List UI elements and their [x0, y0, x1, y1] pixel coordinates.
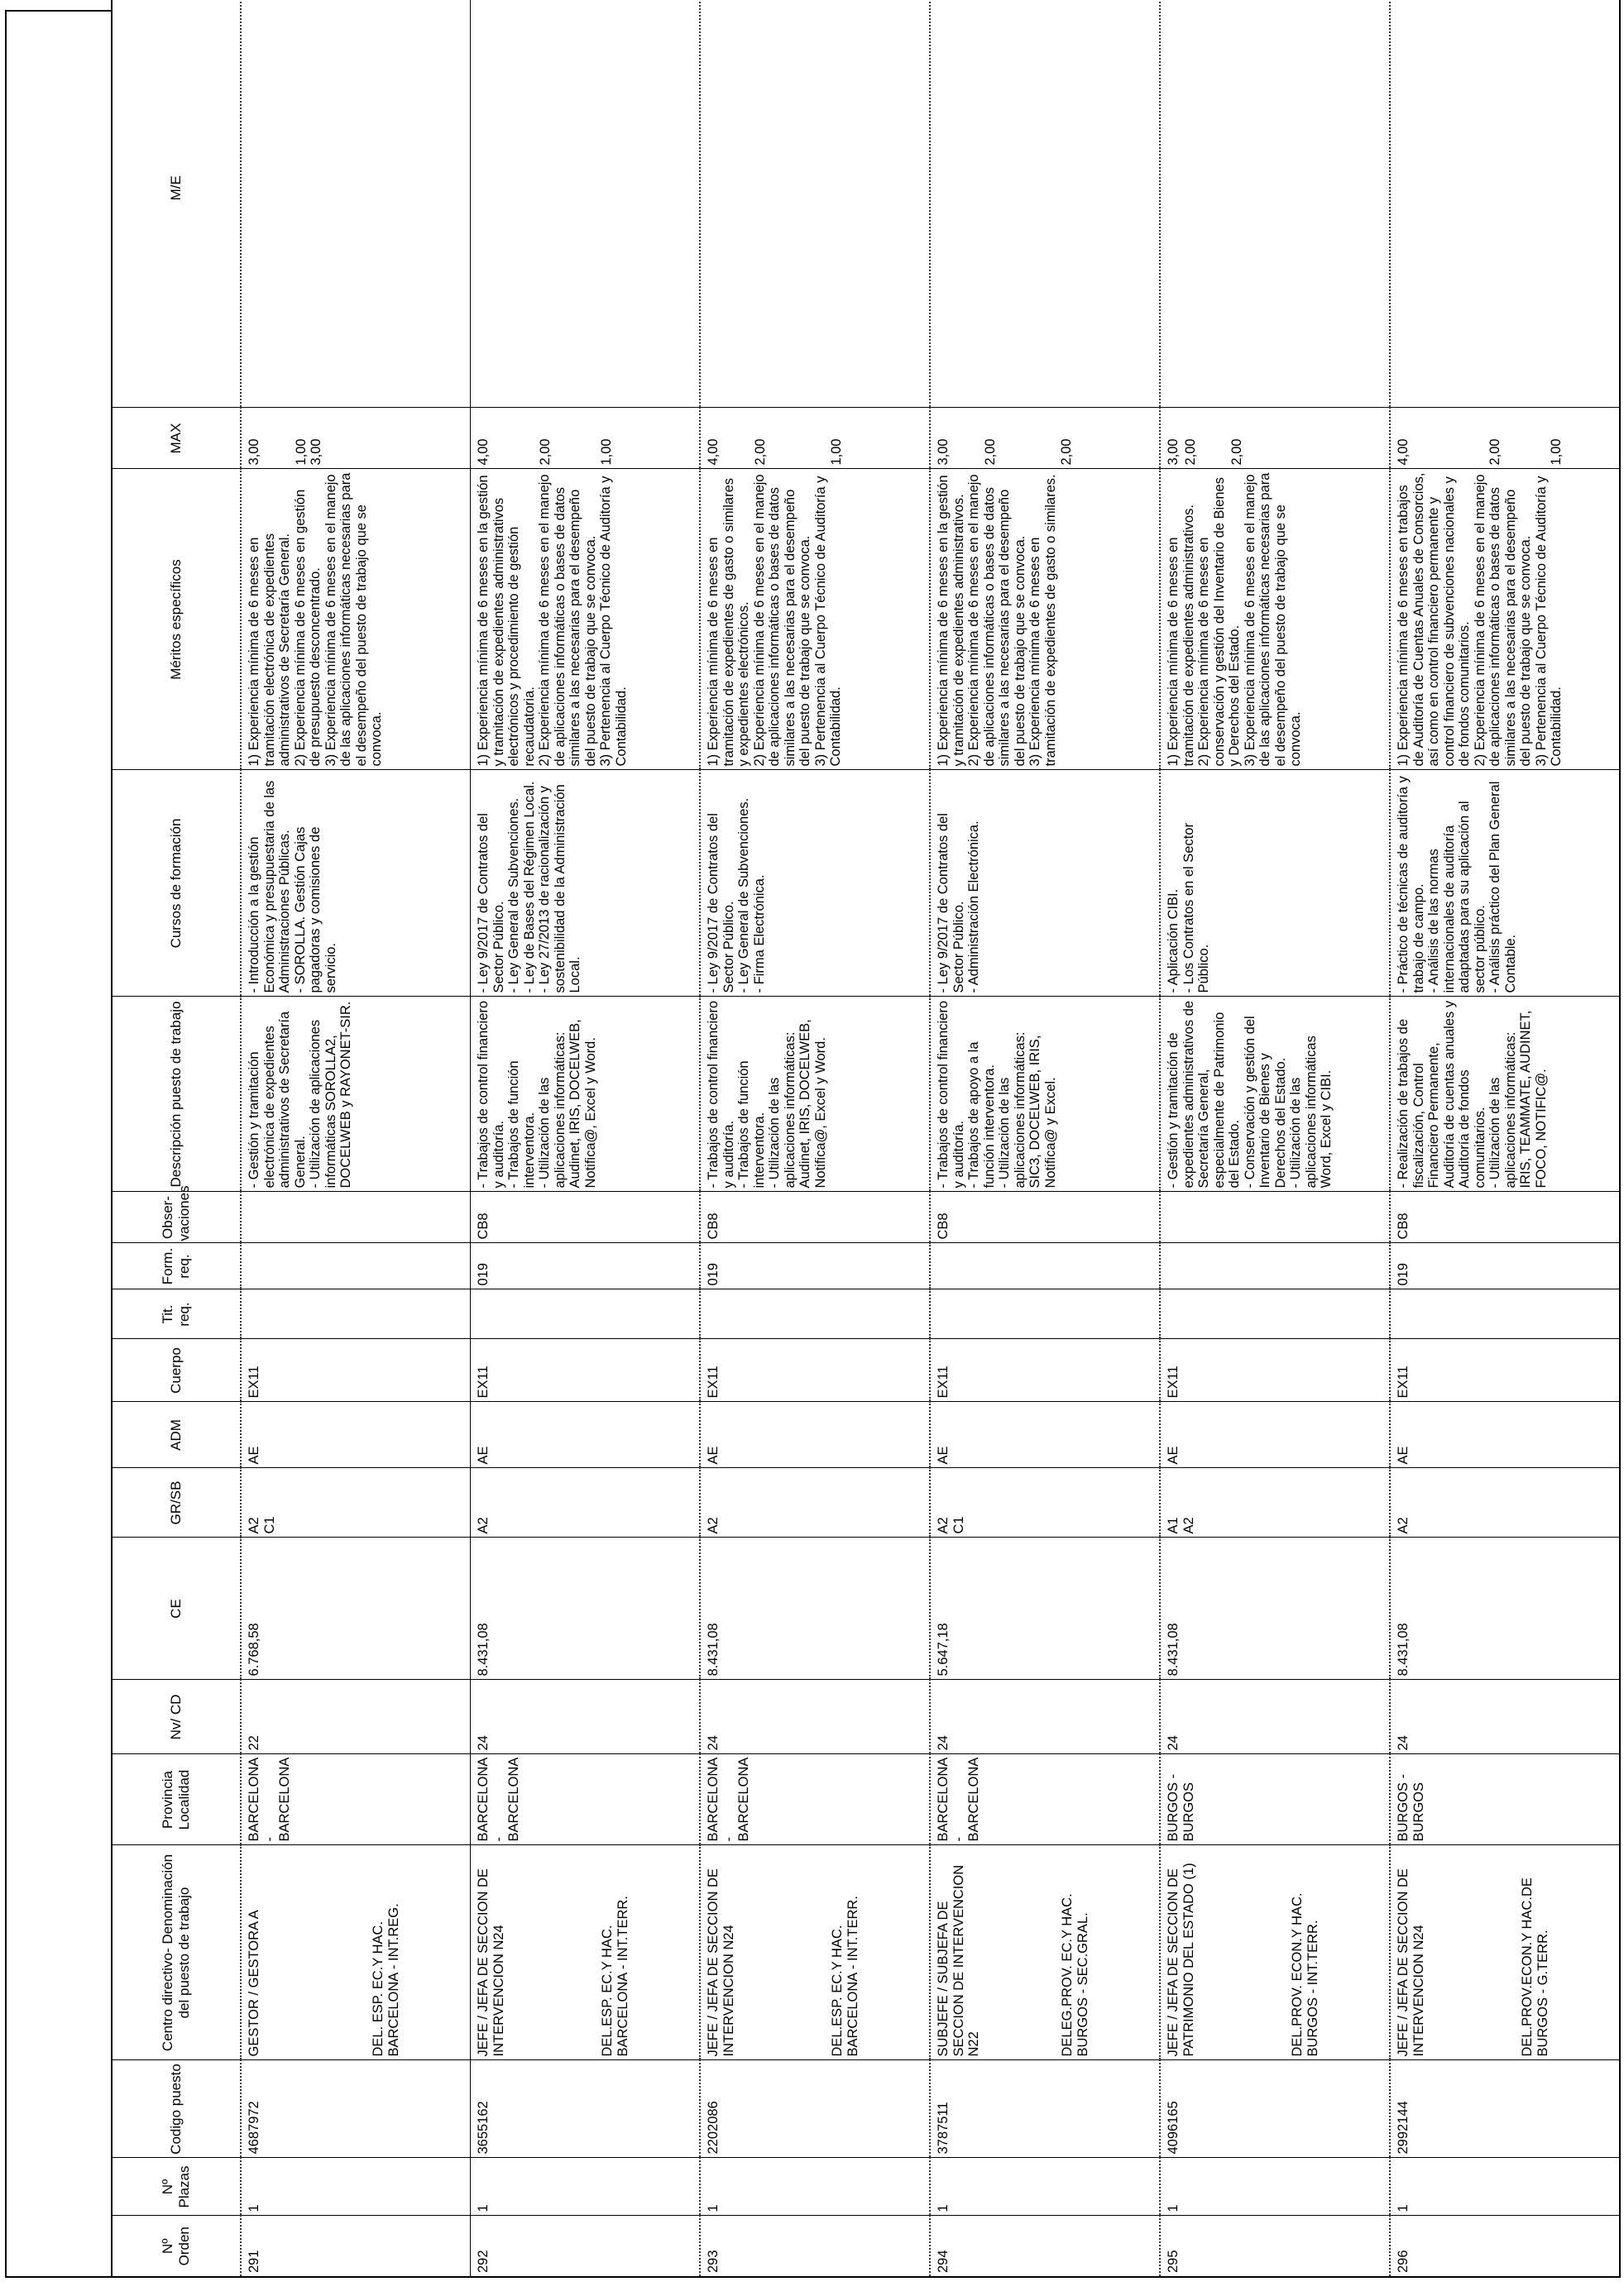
- cell-cuerpo: EX11: [241, 1339, 471, 1402]
- cell-meritos: 1) Experiencia mínima de 6 meses en tramitación electrónica de expedientes administrativos de Secretaría General. 2) Experiencia mínima de 6 meses en gestión de presupuesto desconcentrado. 3) Experiencia mínima de 6 meses en el manejo de las aplicaciones informáticas necesarias para el desempeño del puesto de trabajo que se convoca.: [241, 469, 471, 770]
- cell-max: [1160, 408, 1390, 469]
- cell-titulacion: [1160, 1289, 1390, 1339]
- header-descripcion: Descripción puesto de trabajo: [112, 997, 241, 1192]
- puesto-name: GESTOR / GESTORA A: [247, 1910, 261, 2057]
- header-meritos: Méritos específicos: [112, 469, 241, 770]
- cell-orden: 292: [471, 2216, 701, 2277]
- cell-cursos: - Práctico de técnicas de auditoría y trabajo de campo. - Análisis de las normas internacionales de auditoría adaptadas para su aplicación al sector público. - Análisis práctico del Plan General Contable.: [1390, 770, 1620, 997]
- header-ce: CE: [112, 1538, 241, 1680]
- max-value: 2,00: [537, 438, 553, 466]
- cell-ce: 5.647,18: [930, 1538, 1160, 1680]
- cell-centro-puesto: [700, 1845, 930, 2060]
- cell-ce: 6.768,58: [241, 1538, 471, 1680]
- header-codigo: Codigo puesto: [112, 2060, 241, 2158]
- centro-directivo: DEL.PROV.ECON.Y HAC.DE BURGOS - G.TERR.: [1520, 1877, 1550, 2057]
- cell-formacion: [1160, 1243, 1390, 1289]
- max-value: 2,00: [982, 438, 998, 466]
- header-centro: Centro directivo- Denominación del puesto de trabajo: [112, 1845, 241, 2060]
- cell-provincia: BARCELONA - BARCELONA: [471, 1754, 701, 1845]
- cell-grupo: A1 A2: [1160, 1468, 1390, 1538]
- header-formacion: Form. req.: [112, 1243, 241, 1289]
- cell-max: [471, 408, 701, 469]
- cell-cuerpo: EX11: [471, 1339, 701, 1402]
- max-value: 4,00: [1396, 438, 1411, 466]
- cell-titulacion: [700, 1289, 930, 1339]
- centro-directivo: DEL.ESP. EC.Y HAC. BARCELONA - INT.TERR.: [600, 1896, 630, 2057]
- cell-provincia: BARCELONA - BARCELONA: [930, 1754, 1160, 1845]
- max-value: 2,00: [752, 438, 768, 466]
- centro-directivo: DELEG.PROV. EC.Y HAC. BURGOS - SEC.GRAL.: [1060, 1893, 1090, 2057]
- cell-provincia: BARCELONA - BARCELONA: [241, 1754, 471, 1845]
- header-grupo: GR/SB: [112, 1468, 241, 1538]
- max-value: 2,00: [1182, 438, 1198, 466]
- cell-observaciones: CB8: [1390, 1192, 1620, 1243]
- cell-descripcion: - Realización de trabajos de fiscalización, Control Financiero Permanente, Auditoría de cuentas anuales y Auditoría de fondos comunitarios. - Utilización de las aplicaciones informáticas: IRIS, TEAMMATE, AUDINET, FOCO, NOTIFIC@.: [1390, 997, 1620, 1192]
- cell-descripcion: - Trabajos de control financiero y auditoría. - Trabajos de apoyo a la función interventora. - Utilización de las aplicaciones informáticas: SIC3, DOCELWEB, IRIS, Notifica@ y Excel.: [930, 997, 1160, 1192]
- cell-max: [700, 408, 930, 469]
- max-value: 2,00: [1059, 438, 1074, 466]
- cell-plazas: 1: [1390, 2158, 1620, 2216]
- cell-titulacion: [241, 1289, 471, 1339]
- cell-me: [241, 0, 471, 408]
- cell-meritos: 1) Experiencia mínima de 6 meses en la gestión y tramitación de expedientes administrativos. 2) Experiencia mínima de 6 meses en el manejo de aplicaciones informáticas o bases de datos similares a las necesarias para el desempeño del puesto de trabajo que se convoca. 3) Experiencia mínima de 6 meses en tramitación de expedientes de gasto o similares.: [930, 469, 1160, 770]
- table-row: [930, 0, 1160, 2277]
- cell-grupo: A2 C1: [930, 1468, 1160, 1538]
- header-row: [112, 0, 241, 2277]
- cell-centro-puesto: [241, 1845, 471, 2060]
- max-value: 1,00: [1549, 438, 1564, 466]
- table-row: [241, 0, 471, 2277]
- cell-codigo: 2992144: [1390, 2060, 1620, 2158]
- cell-codigo: 4096165: [1160, 2060, 1390, 2158]
- cell-observaciones: [241, 1192, 471, 1243]
- cell-orden: 296: [1390, 2216, 1620, 2277]
- header-adm: ADM: [112, 1402, 241, 1468]
- cell-nivel: 24: [1160, 1680, 1390, 1754]
- cell-plazas: 1: [1160, 2158, 1390, 2216]
- cell-titulacion: [930, 1289, 1160, 1339]
- max-value: 3,00: [936, 438, 951, 466]
- cell-meritos: 1) Experiencia mínima de 6 meses en trabajos de Auditoría de Cuentas Anuales de Consorcios, así como en control financiero permanente y control financiero de subvenciones nacionales y de fondos comunitarios. 2) Experiencia mínima de 6 meses en el manejo de aplicaciones informáticas o bases de datos similares a las necesarias para el desempeño del puesto de trabajo que se convoca. 3) Pertenencia al Cuerpo Técnico de Auditoría y Contabilidad.: [1390, 469, 1620, 770]
- max-value: 4,00: [706, 438, 721, 466]
- cell-adm: AE: [930, 1402, 1160, 1468]
- cell-observaciones: CB8: [700, 1192, 930, 1243]
- cell-codigo: 3655162: [471, 2060, 701, 2158]
- cell-adm: AE: [700, 1402, 930, 1468]
- cell-cuerpo: EX11: [930, 1339, 1160, 1402]
- cell-orden: 291: [241, 2216, 471, 2277]
- top-band: [5, 10, 111, 2278]
- cell-codigo: 2202086: [700, 2060, 930, 2158]
- cell-orden: 295: [1160, 2216, 1390, 2277]
- cell-formacion: [930, 1243, 1160, 1289]
- puesto-name: SUBJEFE / SUBJEFA DE SECCION DE INTERVENCION N22: [936, 1864, 981, 2057]
- puesto-name: JEFE / JEFA DE SECCION DE INTERVENCION N24: [476, 1868, 506, 2057]
- cell-observaciones: CB8: [930, 1192, 1160, 1243]
- max-value: 1,00: [829, 438, 844, 466]
- cell-descripcion: - Trabajos de control financiero y auditoría. - Trabajos de función interventora. - Utilización de las aplicaciones informáticas: Audinet, IRIS, DOCELWEB, Notifica@, Excel y Word.: [700, 997, 930, 1192]
- cell-max: [930, 408, 1160, 469]
- cell-adm: AE: [1390, 1402, 1620, 1468]
- header-cuerpo: Cuerpo: [112, 1339, 241, 1402]
- cell-me: [930, 0, 1160, 408]
- cell-provincia: BURGOS - BURGOS: [1160, 1754, 1390, 1845]
- cell-descripcion: - Gestión y tramitación de expedientes administrativos de Secretaría General, especialmente de Patrimonio del Estado. - Conservación y gestión del Inventario de Bienes y Derechos del Estado. - Utilización de las aplicaciones informáticas Word, Excel y CIBI.: [1160, 997, 1390, 1192]
- cell-provincia: BURGOS - BURGOS: [1390, 1754, 1620, 1845]
- cell-descripcion: - Trabajos de control financiero y auditoría. - Trabajos de función interventora. - Utilización de las aplicaciones informáticas: Audinet, IRIS, DOCELWEB, Notifica@, Excel y Word.: [471, 997, 701, 1192]
- cell-cursos: - Ley 9/2017 de Contratos del Sector Público. - Administración Electrónica.: [930, 770, 1160, 997]
- max-value: 3,00: [1166, 438, 1181, 466]
- cell-ce: 8.431,08: [700, 1538, 930, 1680]
- cell-cursos: - Aplicación CIBI. - Los Contratos en el Sector Público.: [1160, 770, 1390, 997]
- cell-me: [471, 0, 701, 408]
- cell-formacion: 019: [471, 1243, 701, 1289]
- cell-plazas: 1: [471, 2158, 701, 2216]
- header-orden: Nº Orden: [112, 2216, 241, 2277]
- cell-plazas: 1: [930, 2158, 1160, 2216]
- puesto-name: JEFE / JEFA DE SECCION DE PATRIMONIO DEL ESTADO (1): [1166, 1863, 1196, 2057]
- max-value: 1,00: [293, 438, 309, 466]
- table-row: [471, 0, 701, 2277]
- header-max: MAX: [112, 408, 241, 469]
- cell-centro-puesto: [1160, 1845, 1390, 2060]
- cell-ce: 8.431,08: [471, 1538, 701, 1680]
- header-plazas: Nº Plazas: [112, 2158, 241, 2216]
- cell-cursos: - Ley 9/2017 de Contratos del Sector Público. - Ley General de Subvenciones. - Ley de Bases del Régimen Local. - Ley 27/2013 de racionalización y sostenibilidad de la Administración Local.: [471, 770, 701, 997]
- cell-formacion: 019: [700, 1243, 930, 1289]
- cell-plazas: 1: [700, 2158, 930, 2216]
- cell-nivel: 24: [930, 1680, 1160, 1754]
- puesto-name: JEFE / JEFA DE SECCION DE INTERVENCION N24: [1396, 1868, 1426, 2057]
- centro-directivo: DEL.ESP. EC.Y HAC. BARCELONA - INT.TERR.: [830, 1896, 860, 2057]
- cell-plazas: 1: [241, 2158, 471, 2216]
- cell-cursos: - Ley 9/2017 de Contratos del Sector Público. - Ley General de Subvenciones. - Firma Electrónica.: [700, 770, 930, 997]
- cell-nivel: 24: [1390, 1680, 1620, 1754]
- cell-grupo: A2: [471, 1468, 701, 1538]
- cell-centro-puesto: [471, 1845, 701, 2060]
- cell-adm: AE: [471, 1402, 701, 1468]
- cell-max: [1390, 408, 1620, 469]
- cell-me: [1390, 0, 1620, 408]
- max-value: 3,00: [309, 438, 323, 466]
- cell-nivel: 22: [241, 1680, 471, 1754]
- cell-meritos: 1) Experiencia mínima de 6 meses en la gestión y tramitación de expedientes administrativos electrónicos y procedimiento de gestión recaudatoria. 2) Experiencia mínima de 6 meses en el manejo de aplicaciones informáticas o bases de datos similares a las necesarias para el desempeño del puesto de trabajo que se convoca. 3) Pertenencia al Cuerpo Técnico de Auditoría y Contabilidad.: [471, 469, 701, 770]
- max-value: 2,00: [1229, 438, 1244, 466]
- cell-cuerpo: EX11: [1390, 1339, 1620, 1402]
- table-row: [1160, 0, 1390, 2277]
- cell-codigo: 3787511: [930, 2060, 1160, 2158]
- cell-ce: 8.431,08: [1390, 1538, 1620, 1680]
- cell-nivel: 24: [471, 1680, 701, 1754]
- max-value: 2,00: [1487, 438, 1502, 466]
- header-provincia: Provincia Localidad: [112, 1754, 241, 1845]
- puesto-name: JEFE / JEFA DE SECCION DE INTERVENCION N24: [706, 1868, 736, 2057]
- cell-nivel: 24: [700, 1680, 930, 1754]
- header-cursos: Cursos de formación: [112, 770, 241, 997]
- header-observaciones: Obser- vaciones: [112, 1192, 241, 1243]
- max-value: 4,00: [476, 438, 491, 466]
- cell-titulacion: [1390, 1289, 1620, 1339]
- cell-formacion: [241, 1243, 471, 1289]
- cell-centro-puesto: [930, 1845, 1160, 2060]
- cell-ce: 8.431,08: [1160, 1538, 1390, 1680]
- cell-observaciones: [1160, 1192, 1390, 1243]
- cell-adm: AE: [241, 1402, 471, 1468]
- centro-directivo: DEL. ESP. EC.Y HAC. BARCELONA - INT.REG.: [371, 1903, 401, 2057]
- cell-meritos: 1) Experiencia mínima de 6 meses en tramitación de expedientes de gasto o similares y expedientes electrónicos. 2) Experiencia mínima de 6 meses en el manejo de aplicaciones informáticas o bases de datos similares a las necesarias para el desempeño del puesto de trabajo que se convoca. 3) Pertenencia al Cuerpo Técnico de Auditoría y Contabilidad.: [700, 469, 930, 770]
- cell-grupo: A2: [1390, 1468, 1620, 1538]
- cell-observaciones: CB8: [471, 1192, 701, 1243]
- max-value: 3,00: [247, 438, 261, 466]
- cell-codigo: 4687972: [241, 2060, 471, 2158]
- cell-grupo: A2: [700, 1468, 930, 1538]
- cell-orden: 293: [700, 2216, 930, 2277]
- max-value: 1,00: [599, 438, 614, 466]
- header-nivel: Nv/ CD: [112, 1680, 241, 1754]
- cell-meritos: 1) Experiencia mínima de 6 meses en tramitación de expedientes administrativos. 2) Experiencia mínima de 6 meses en conservación y gestión del Inventario de Bienes y Derechos del Estado. 3) Experiencia mínima de 6 meses en el manejo de las aplicaciones informáticas necesarias para el desempeño del puesto de trabajo que se convoca.: [1160, 469, 1390, 770]
- cell-cuerpo: EX11: [700, 1339, 930, 1402]
- header-me: M/E: [112, 0, 241, 408]
- cell-centro-puesto: [1390, 1845, 1620, 2060]
- centro-directivo: DEL.PROV. ECON.Y HAC. BURGOS - INT.TERR.: [1290, 1892, 1320, 2057]
- table-row: [700, 0, 930, 2277]
- cell-titulacion: [471, 1289, 701, 1339]
- cell-me: [1160, 0, 1390, 408]
- cell-cuerpo: EX11: [1160, 1339, 1390, 1402]
- cell-provincia: BARCELONA - BARCELONA: [700, 1754, 930, 1845]
- table-row: [1390, 0, 1620, 2277]
- cell-adm: AE: [1160, 1402, 1390, 1468]
- cell-cursos: - Introducción a la gestión Económica y presupuestaria de las Administraciones Públicas. - SOROLLA. Gestión Cajas pagadoras y comisiones de servicio.: [241, 770, 471, 997]
- cell-descripcion: - Gestión y tramitación electrónica de expedientes administrativos de Secretaría General. - Utilización de aplicaciones informáticas SOROLLA2, DOCELWEB y RAYONET-SIR.: [241, 997, 471, 1192]
- cell-grupo: A2 C1: [241, 1468, 471, 1538]
- cell-max: [241, 408, 471, 469]
- cell-formacion: 019: [1390, 1243, 1620, 1289]
- cell-orden: 294: [930, 2216, 1160, 2277]
- positions-table: [111, 0, 1621, 2278]
- cell-me: [700, 0, 930, 408]
- header-titulacion: Tit. req.: [112, 1289, 241, 1339]
